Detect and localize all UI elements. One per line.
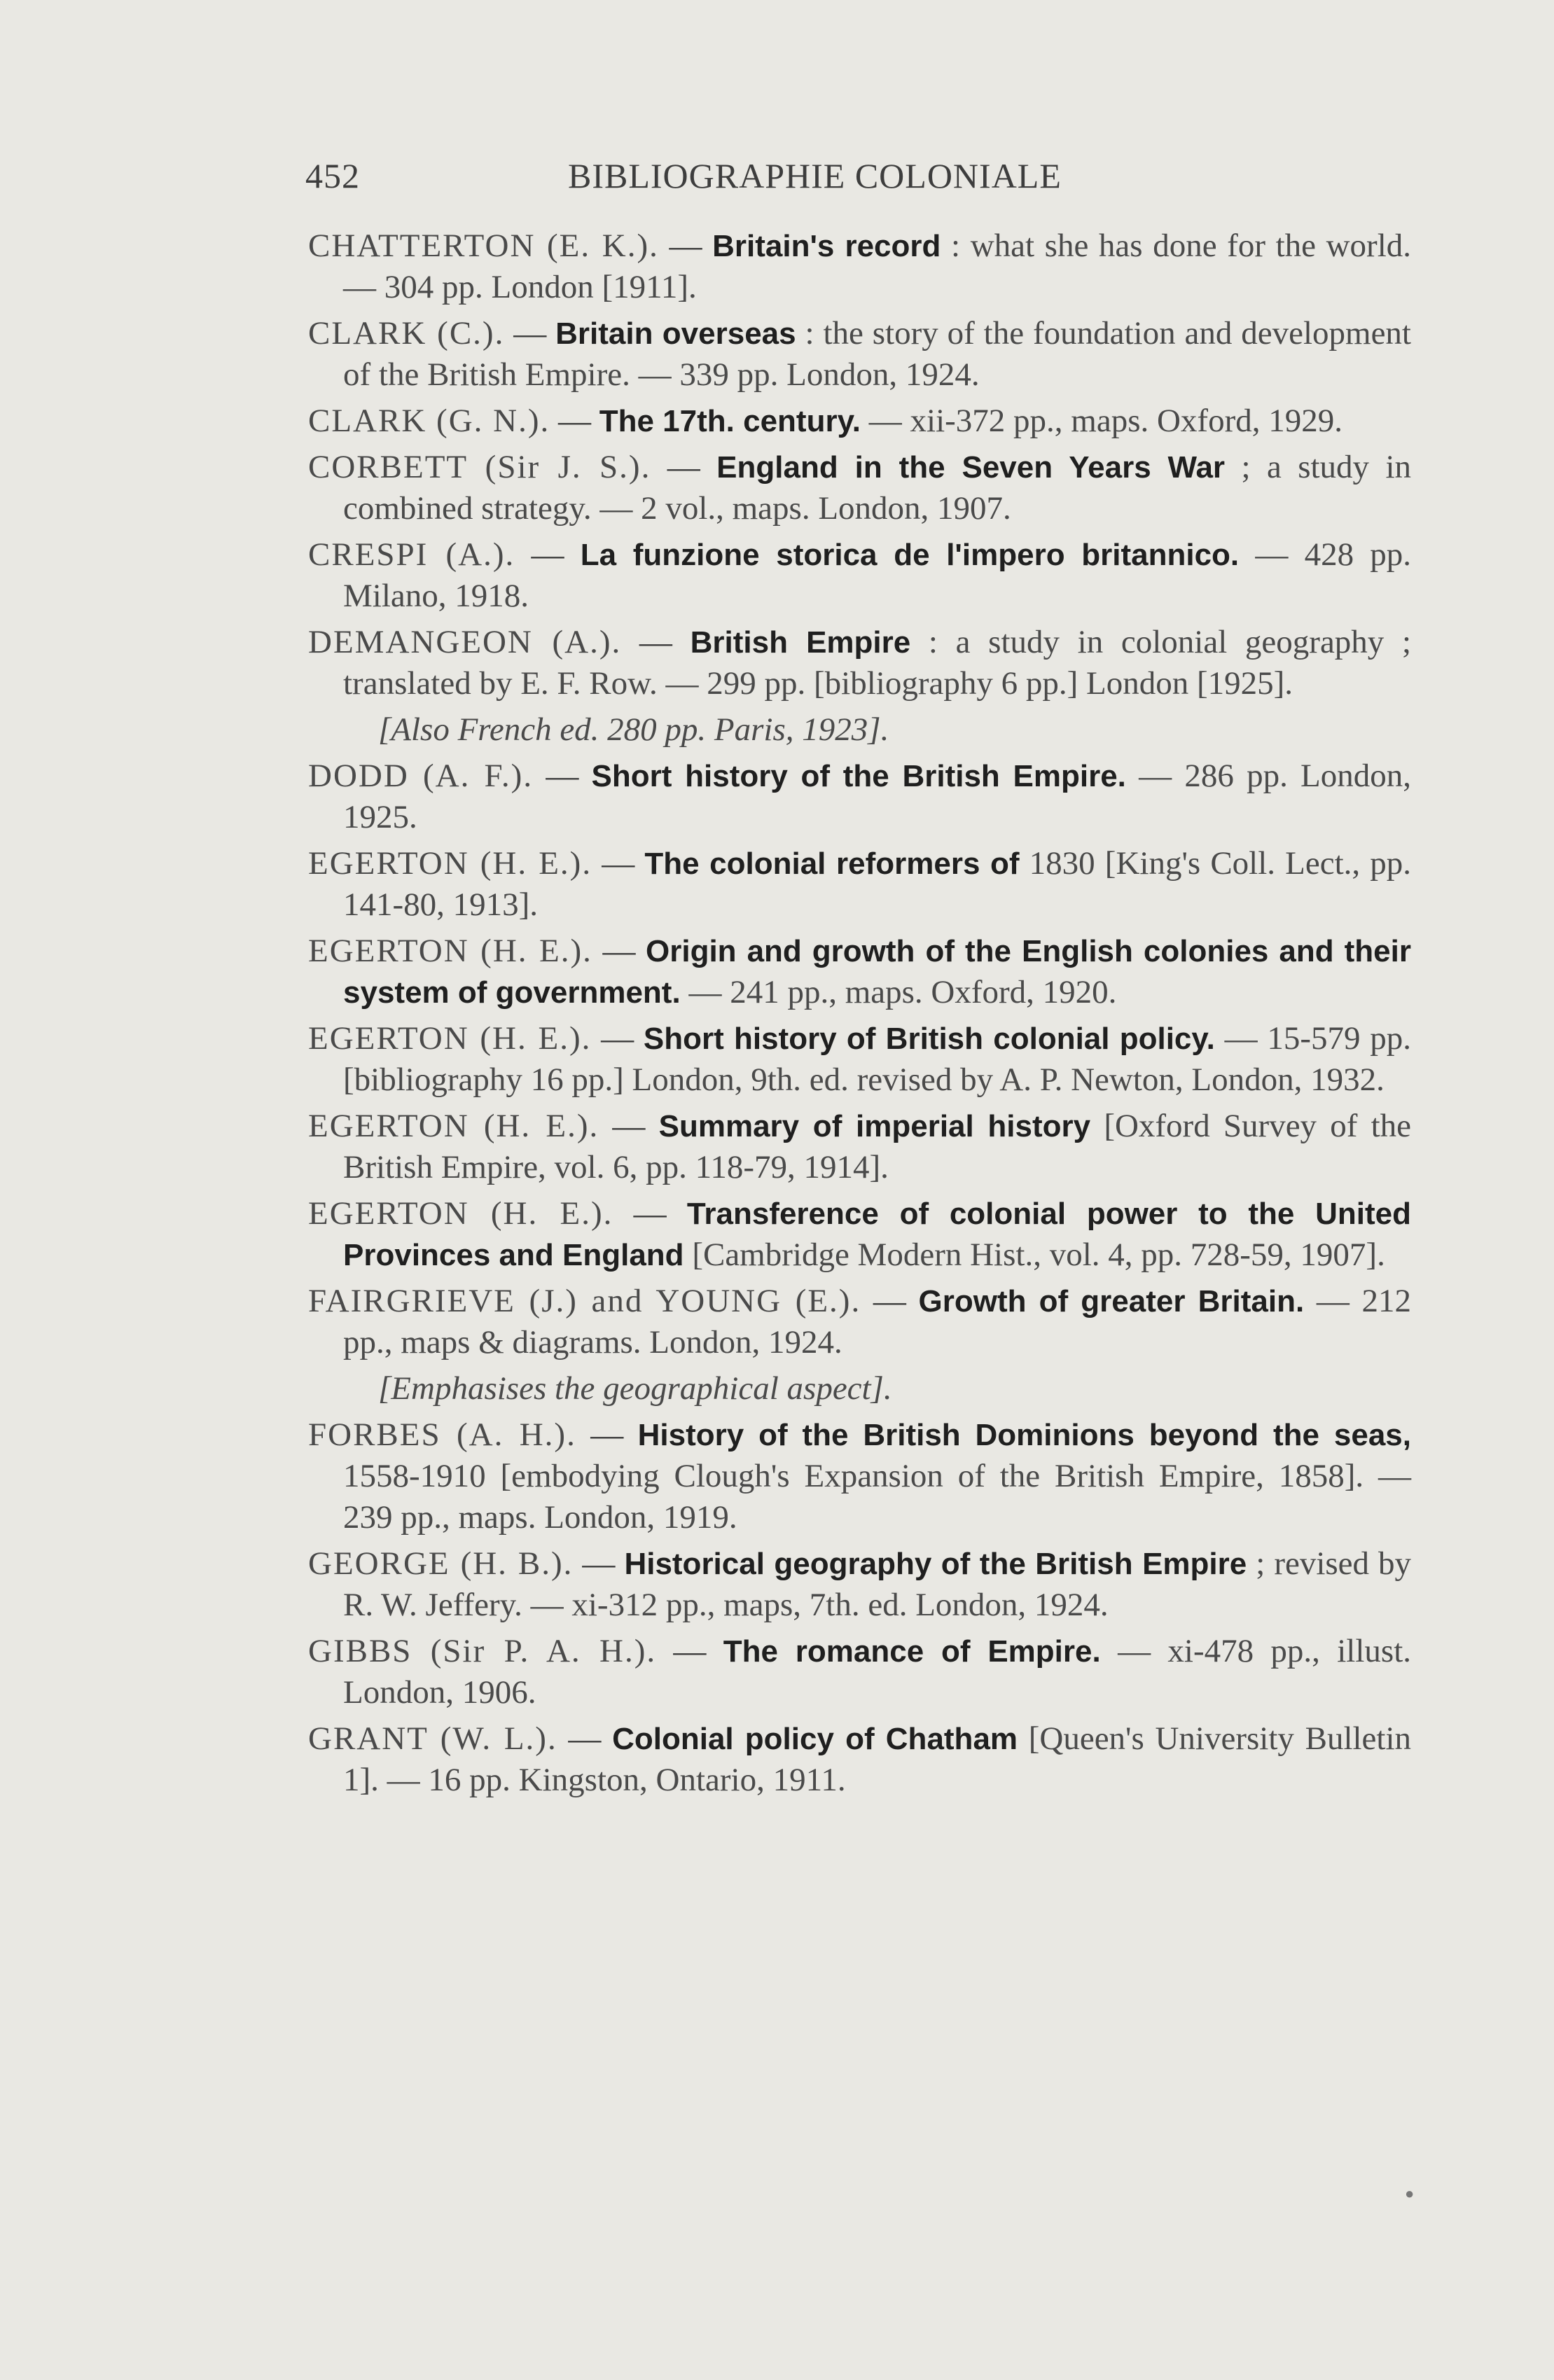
entry-details: [Queen's University Bulletin 1]. — 16 pp. Kingston, Ontario, 1911. [343,1720,1412,1798]
entry-details: ; a study in combined strategy. — 2 vol., maps. London, 1907. [343,449,1412,527]
entry-author: DODD (A. F.). [308,758,534,794]
entry-title: Britain's record [712,229,941,263]
entry-title: The romance of Empire. [723,1634,1101,1669]
entry-details: — 428 pp. Milano, 1918. [343,536,1412,614]
entry-details: : a study in colonial geography ; translated by E. F. Row. — 299 pp. [bibliography 6 pp.] London [1925]. [343,624,1412,702]
entry-title: The colonial reformers of [644,847,1020,881]
entry-title: Short history of British colonial policy. [643,1022,1215,1056]
entry-title: Historical geography of the British Empire [624,1547,1247,1581]
entry-author: EGERTON (H. E.). [308,1108,599,1144]
bibliography-entry: CLARK (C.). — Britain overseas : the story of the foundation and development of the British Empire. — 339 pp. London, 1924. [308,315,1411,393]
entry-author: EGERTON (H. E.). [308,845,592,882]
entry-author: GEORGE (H. B.). [308,1545,574,1582]
bibliography-entry: GIBBS (Sir P. A. H.). — The romance of Empire. — xi-478 pp., illust. London, 1906. [308,1633,1412,1711]
entry-title: Summary of imperial history [658,1109,1091,1143]
bibliography-entry: CRESPI (A.). — La funzione storica de l'impero britannico. — 428 pp. Milano, 1918. [308,536,1412,614]
entry-title: Colonial policy of Chatham [612,1722,1018,1756]
bibliography-list [308,225,1411,1806]
entry-title: British Empire [690,625,911,660]
entry-title: La funzione storica de l'impero britannico. [580,538,1240,572]
entry-details: — 15-579 pp. [bibliography 16 pp.] London, 9th. ed. revised by A. P. Newton, London, 1932. [343,1020,1412,1098]
entry-author: EGERTON (H. E.). [308,1195,613,1232]
bibliography-entry: EGERTON (H. E.). — Summary of imperial history [Oxford Survey of the British Empire, vol. 6, pp. 118-79, 1914]. [308,1108,1412,1185]
entry-title: Short history of the British Empire. [591,759,1126,793]
bibliography-entry: FAIRGRIEVE (J.) and YOUNG (E.). — Growth of greater Britain. — 212 pp., maps & diagrams. London, 1924. [308,1283,1411,1361]
entry-title: The 17th. century. [599,404,861,438]
entry-details: ; revised by R. W. Jeffery. — xi-312 pp., maps, 7th. ed. London, 1924. [343,1545,1412,1623]
entry-author: DEMANGEON (A.). [308,624,622,660]
entry-details: : the story of the foundation and development of the British Empire. — 339 pp. London, 1924. [343,315,1411,393]
entry-author: CHATTERTON (E. K.). [308,228,659,264]
bibliography-entry: EGERTON (H. E.). — Origin and growth of the English colonies and their system of government. — 241 pp., maps. Oxford, 1920. [308,933,1411,1010]
bibliography-entry: CHATTERTON (E. K.). — Britain's record : what she has done for the world. — 304 pp. London [1911]. [308,228,1412,305]
entry-details: — 286 pp. London, 1925. [343,758,1412,835]
entry-author: FORBES (A. H.). [308,1417,576,1453]
bibliography-entry: DEMANGEON (A.). — British Empire : a study in colonial geography ; translated by E. F. Row. — 299 pp. [bibliography 6 pp.] London [1925]. [308,624,1412,702]
entry-details: — xi-478 pp., illust. London, 1906. [343,1633,1412,1711]
entry-details: — xii-372 pp., maps. Oxford, 1929. [868,403,1343,439]
bibliography-entry: EGERTON (H. E.). — Short history of British colonial policy. — 15-579 pp. [bibliography 16 pp.] London, 9th. ed. revised by A. P. Newton, London, 1932. [308,1020,1412,1098]
entry-author: EGERTON (H. E.). [308,933,592,969]
entry-title: Growth of greater Britain. [918,1284,1305,1318]
page-header [305,155,1062,196]
entry-details: — 212 pp., maps & diagrams. London, 1924. [343,1283,1411,1361]
entry-author: EGERTON (H. E.). [308,1020,592,1057]
entry-author: CLARK (G. N.). [308,403,550,439]
page-number: 452 [305,156,360,195]
bibliography-entry: CORBETT (Sir J. S.). — England in the Seven Years War ; a study in combined strategy. — 2 vol., maps. London, 1907. [308,449,1412,527]
entry-details: 1830 [King's Coll. Lect., pp. 141-80, 1913]. [343,845,1412,923]
entry-details: — 241 pp., maps. Oxford, 1920. [688,974,1117,1010]
entry-note: [Emphasises the geographical aspect]. [378,1370,892,1407]
entry-details: : what she has done for the world. — 304 pp. London [1911]. [343,228,1412,305]
entry-details: [Cambridge Modern Hist., vol. 4, pp. 728-59, 1907]. [692,1237,1385,1273]
bibliography-entry: FORBES (A. H.). — History of the British Dominions beyond the seas, 1558-1910 [embodying Clough's Expansion of the British Empire, 1858]. — 239 pp., maps. London, 1919. [308,1417,1411,1536]
bibliography-entry: DODD (A. F.). — Short history of the British Empire. — 286 pp. London, 1925. [308,758,1412,835]
bibliography-entry: CLARK (G. N.). — The 17th. century. — xii-372 pp., maps. Oxford, 1929. [308,403,1343,439]
entry-note: [Also French ed. 280 pp. Paris, 1923]. [378,711,889,748]
entry-details: [Oxford Survey of the British Empire, vol. 6, pp. 118-79, 1914]. [343,1108,1412,1185]
entry-title: England in the Seven Years War [716,450,1226,485]
entry-author: CLARK (C.). [308,315,505,352]
entry-author: FAIRGRIEVE (J.) and YOUNG (E.). [308,1283,861,1319]
entry-title: Origin and growth of the English colonies and their system of government. [343,934,1411,1010]
entry-title: Transference of colonial power to the United Provinces and England [343,1197,1412,1272]
entry-author: GRANT (W. L.). [308,1720,557,1757]
entry-details: 1558-1910 [embodying Clough's Expansion of the British Empire, 1858]. — 239 pp., maps. London, 1919. [343,1458,1411,1536]
bibliography-entry: GRANT (W. L.). — Colonial policy of Chatham [Queen's University Bulletin 1]. — 16 pp. Kingston, Ontario, 1911. [308,1720,1412,1798]
entry-title: History of the British Dominions beyond the seas, [637,1418,1411,1452]
running-title: BIBLIOGRAPHIE COLONIALE [568,156,1062,195]
bibliography-entry: EGERTON (H. E.). — The colonial reformers of 1830 [King's Coll. Lect., pp. 141-80, 1913]. [308,845,1412,923]
entry-author: GIBBS (Sir P. A. H.). [308,1633,657,1669]
entry-author: CORBETT (Sir J. S.). [308,449,651,485]
bibliography-entry: GEORGE (H. B.). — Historical geography of the British Empire ; revised by R. W. Jeffery. — xi-312 pp., maps, 7th. ed. London, 1924. [308,1545,1412,1623]
bibliography-entry: EGERTON (H. E.). — Transference of colonial power to the United Provinces and England [Cambridge Modern Hist., vol. 4, pp. 728-59, 1907]. [308,1195,1412,1273]
entry-author: CRESPI (A.). [308,536,515,573]
entry-title: Britain overseas [555,316,796,351]
ink-speck: ● [1405,2185,1415,2202]
